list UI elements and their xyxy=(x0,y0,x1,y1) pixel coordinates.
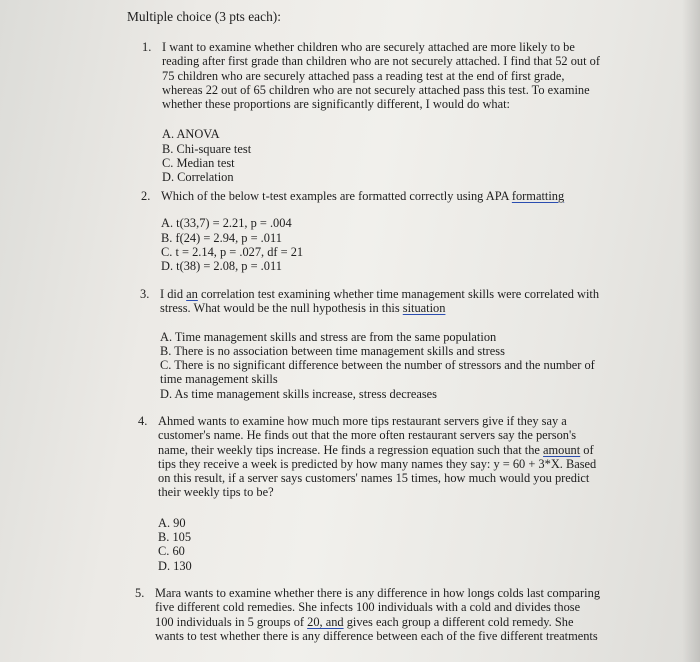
option-b[interactable]: B. Chi-square test xyxy=(162,141,252,156)
option-b[interactable]: B. f(24) = 2.94, p = .011 xyxy=(161,230,282,245)
option-c-continued: time management skills xyxy=(160,372,278,387)
option-d[interactable]: D. As time management skills increase, stress decreases xyxy=(160,386,437,401)
option-c[interactable]: C. t = 2.14, p = .027, df = 21 xyxy=(161,244,304,259)
question-line: their weekly tips to be? xyxy=(158,485,274,500)
option-b[interactable]: B. 105 xyxy=(158,530,192,545)
question-5 xyxy=(135,586,613,643)
answer-options xyxy=(161,216,611,273)
option-a[interactable]: A. Time management skills and stress are from the same population xyxy=(160,329,497,344)
question-text: stress. What would be the null hypothesis in this xyxy=(160,301,403,316)
question-4 xyxy=(138,414,610,573)
question-line: customer's name. He finds out that the more often restaurant servers say the person's xyxy=(158,428,577,443)
question-line: whereas 22 out of 65 children who are not securely attached pass this test. To examine xyxy=(162,82,590,97)
question-number: 1. xyxy=(142,40,152,54)
question-line: Ahmed wants to examine how much more tips restaurant servers give if they say a xyxy=(158,414,567,428)
underlined-word: 20, and xyxy=(307,614,344,629)
option-c[interactable]: C. Median test xyxy=(162,156,235,171)
question-number: 4. xyxy=(138,414,148,428)
question-number: 5. xyxy=(135,586,145,600)
option-a[interactable]: A. ANOVA xyxy=(162,127,220,142)
question-line: 75 children who are securely attached pass a reading test at the end of first grade, xyxy=(162,68,565,83)
question-line: reading after first grade than children who are not securely attached. I find that 52 out of xyxy=(162,54,600,69)
option-c[interactable]: C. 60 xyxy=(158,544,185,559)
question-text: Which of the below t-test examples are formatted correctly using APA xyxy=(161,189,512,203)
question-1 xyxy=(142,40,612,185)
option-a[interactable]: A. t(33,7) = 2.21, p = .004 xyxy=(161,216,292,231)
question-text: of xyxy=(580,442,594,457)
section-heading: Multiple choice (3 pts each): xyxy=(127,9,281,24)
question-text: I did xyxy=(160,287,187,301)
answer-options xyxy=(160,330,610,401)
option-c[interactable]: C. There is no significant difference between the number of stressors and the number of xyxy=(160,358,595,373)
question-text: name, their weekly tips increase. He finds a regression equation such that the xyxy=(158,442,544,457)
option-a[interactable]: A. 90 xyxy=(158,515,186,530)
question-line: I want to examine whether children who are securely attached are more likely to be xyxy=(162,40,575,54)
question-number: 2. xyxy=(141,189,151,203)
question-text: correlation test examining whether time management skills were correlated with xyxy=(197,287,600,301)
question-3 xyxy=(140,287,610,401)
underlined-word: an xyxy=(186,287,198,301)
answer-options xyxy=(158,516,610,573)
question-line xyxy=(160,301,610,315)
question-line: on this result, if a server says customers' names 15 times, how much would you predict xyxy=(158,471,590,486)
question-line xyxy=(161,189,611,203)
question-text: gives each group a different cold remedy. She xyxy=(343,614,574,629)
option-d[interactable]: D. 130 xyxy=(158,558,192,573)
question-line: tips they receive a week is predicted by how many names they say: y = 60 + 3*X. Based xyxy=(158,456,597,471)
answer-options xyxy=(162,127,612,184)
question-2 xyxy=(141,189,611,274)
option-b[interactable]: B. There is no association between time management skills and stress xyxy=(160,343,505,358)
question-line: Mara wants to examine whether there is any difference in how longs colds last comparing xyxy=(155,586,601,600)
question-line: five different cold remedies. She infects 100 individuals with a cold and divides those xyxy=(155,600,581,615)
question-line xyxy=(155,615,613,629)
option-d[interactable]: D. Correlation xyxy=(162,170,234,185)
question-text: 100 individuals in 5 groups of xyxy=(155,614,308,629)
underlined-word: formatting xyxy=(511,189,565,203)
question-line: wants to test whether there is any difference between each of the five different treatments xyxy=(155,628,598,643)
question-line xyxy=(158,443,610,457)
question-number: 3. xyxy=(140,287,150,301)
question-line: whether these proportions are significantly different, I would do what: xyxy=(162,97,510,112)
underlined-word: amount xyxy=(543,442,581,457)
question-line xyxy=(160,287,610,301)
underlined-word: situation xyxy=(402,301,446,316)
page-shadow xyxy=(682,0,700,662)
option-d[interactable]: D. t(38) = 2.08, p = .011 xyxy=(161,259,282,274)
